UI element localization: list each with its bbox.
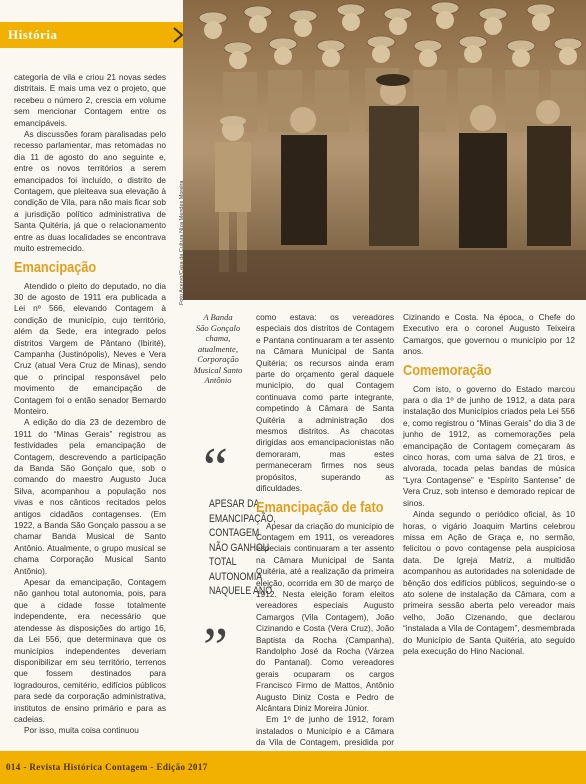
- quote-close-icon: ”: [203, 617, 228, 679]
- heading-comemoracao: Comemoração: [403, 361, 492, 379]
- paragraph: Em 1º de junho de 1912, foram instalados o Município e a Câmara da Vila de Contagem, presidida por: [256, 714, 394, 748]
- column-3: [403, 312, 575, 657]
- paragraph: como estava: os vereadores especiais dos distritos de Contagem e Pantana continuaram a ter assento na Câmara Municipal de Santa Quitéria; os recursos ainda eram parte do orçamento geral daquele município, do qual Contagem continuava como parte integrante, competindo à Câmara de Santa Quitéria a administração dos mesmos distritos. As chacotas dirigidas aos emancipacionistas não demoraram, mas estes permaneceram firmes nos seus propósitos, superando as dificuldades.: [256, 312, 394, 494]
- paragraph: Por isso, muita coisa continuou: [24, 725, 139, 736]
- photo-credit: Foto Acervo/Casa da Cultura Niza Mendes Moreira: [179, 180, 185, 305]
- section-tab: [0, 22, 183, 48]
- paragraph: Apesar da criação do município de Contagem em 1911, os vereadores especiais continuaram a ter assento na Câmara Municipal de Santa Quitéria, até a realização da primeira eleição, ocorrida em 30 de março de 1912. Nesta eleição foram eleitos vereadores especiais Augusto Camargos (Vila Contagem), João Cizinando e Costa (Vera Cruz), João Baptista da Rocha (Campanha), Randolpho José da Rocha (Várzea do Pantanal). Como vereadores gerais ocuparam os cargos Francisco Firmo de Mattos, Antônio Augusto Diniz Costa e Pedro de Alcântara Diniz Moreira Júnior.: [256, 520, 394, 713]
- photo-caption: A Banda São Gonçalo chama, atualmente, Corporação Musical Santo Antônio: [193, 312, 243, 385]
- band-photo: [183, 0, 586, 300]
- paragraph: Cizinando e Costa. Na época, o Chefe do Executivo era o coronel Augusto Teixeira Camargos, que governou o município por 12 anos.: [403, 312, 575, 357]
- heading-emancipacao: Emancipação: [14, 258, 97, 276]
- paragraph: As discussões foram paralisadas pelo recesso parlamentar, mas retomadas no dia 11 de agosto do ano seguinte e, entre os novos territórios a serem emancipados foi incluído, o distrito de Contagem, que pleiteava sua elevação à condição de Vila, para não mais ficar sob a jurisdição político administrativa de Santa Quitéria, já que o relacionamento entre as duas localidades se encontrava muito estremecido.: [14, 129, 166, 254]
- paragraph: Ainda segundo o periódico oficial, às 10 horas, o vigário Joaquim Martins celebrou missa em Ação de Graça e, no sermão, felicitou o povo contagense pela auspiciosa data. De Igreja Matriz, a multidão acompanhou as autoridades na solenidade de bênção dos edifícios públicos, seguindo-se o ato solene de instalação da Câmara, com a primeira sessão aberta pelo vereador mais velho, João Cizenando, que declarou “instalada a Vila de Contagem”, desmembrada do Município de Santa Quitéria, ato seguido pela execução do Hino Nacional.: [403, 509, 575, 656]
- footer-bar: [0, 751, 586, 784]
- section-label: História: [8, 27, 58, 42]
- footer-text: 014 - Revista Histórica Contagem - Edição 2017: [6, 762, 208, 772]
- column-1: [14, 72, 166, 737]
- paragraph: A edição do dia 23 de dezembro de 1911 do “Minas Gerais” registrou as festividades pela emancipação de Contagem, descrevendo a participação da Banda São Gonçalo que, sob o comando do maestro Augusto Juca Silva, acompanhou a população nos vivas e nos cânticos recitados pelos antigos cidadãos contagenses. (Em 1922, a Banda São Gonçalo passou a se chamar Banda Musical de Santo Antônio. Atualmente, o grupo musical se chama Corporação Musical Santo Antônio).: [14, 417, 166, 576]
- quote-open-icon: “: [203, 437, 228, 499]
- paragraph: Com isto, o governo do Estado marcou para o dia 1º de junho de 1912, a data para instalação dos Municípios criados pela Lei 556 e, como registrou o “Minas Gerais” do dia 3 de junho de 1912, as comemorações pela emancipação de Contagem começaram às cinco horas, com uma salva de 21 tiros, e alvorada, tocada pelas bandas de música “Lyra Contagense” e “Espírito Santense” de Vera Cruz, sob intenso e demorado repicar de sinos.: [403, 383, 575, 508]
- paragraph: Apesar da emancipação, Contagem não ganhou total autonomia, pois, para que a cidade fosse totalmente independente, era necessário que atendesse às disposições do artigo 16, da Lei 556, que determinava que os municípios independentes deveriam disponibilizar em seu território, terrenos que fossem destinados para logradouros, cemitério, edifícios públicos para sede da corporação administrativa, institutos de ensino primário e para as cadeias.: [14, 577, 166, 724]
- pull-quote: APESAR DA EMANCIPAÇÃO, CONTAGEM NÃO GANHOU TOTAL AUTONOMIA NAQUELE ANO: [209, 498, 276, 597]
- column-2: [256, 312, 394, 760]
- paragraph: categoria de vila e criou 21 novas sedes distritais. E mais uma vez o projeto, que recebeu o número 2, crescia em volume sem mencionar Contagem entre os emancipáveis.: [14, 72, 166, 128]
- paragraph: Atendido o pleito do deputado, no dia 30 de agosto de 1911 era publicada a Lei nº 566, elevando Contagem à condição de município, cujo território, além da Sede, era integrado pelos distritos Vargem de Pântano (Ibirité), Campanha (Justinópolis), Neves e Vera Cruz (atual Vera Cruz de Minas), sendo que o principal responsável pelo movimento de emancipação de Contagem foi o então senador Bernardo Monteiro.: [14, 280, 166, 416]
- heading-emancipacao-de-fato: Emancipação de fato: [256, 498, 384, 516]
